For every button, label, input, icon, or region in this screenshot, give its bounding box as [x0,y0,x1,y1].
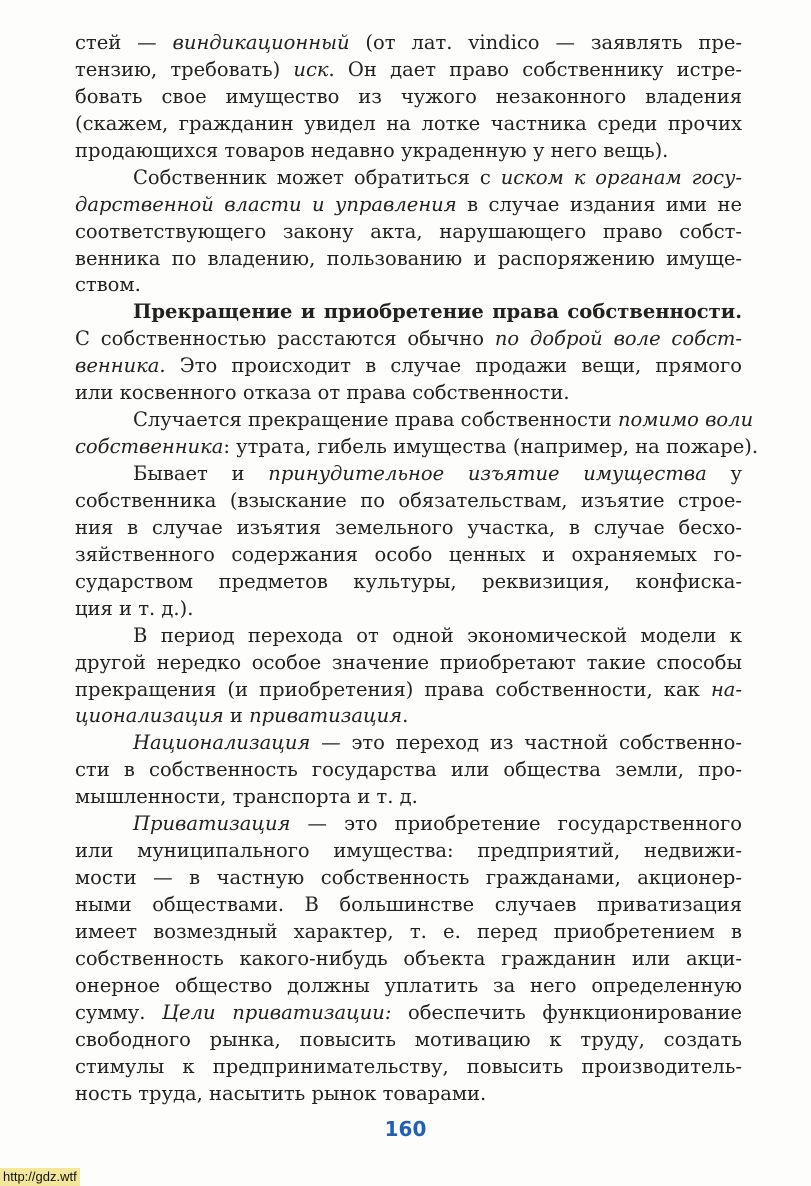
text-line [75,488,742,515]
text-line [75,919,742,946]
text-run: стимулы к предпринимательству, повысить производитель- [75,1054,742,1078]
text-run: прекращения (и приобретения) права собственности, как [75,677,711,701]
text-run: мышленности, транспорта и т. д. [75,785,418,809]
text-line [75,569,742,596]
text-run: или косвенного отказа от права собственности. [75,381,570,405]
text-line [75,138,742,165]
text-line [75,299,742,326]
italic-term: по доброй воле собст- [494,327,742,351]
text-run: имеет возмездный характер, т. е. перед приобретением в [75,919,742,943]
text-run: сумму. [75,1000,163,1024]
text-line [75,461,742,488]
text-run: тензию, требовать) [75,57,294,81]
text-run: стей — [75,31,173,54]
text-run: другой нередко особое значение приобретают такие способы [75,650,742,674]
text-line [75,434,759,461]
italic-term: приватизация [249,704,403,728]
text-run: зяйственного содержания особо ценных и охраняемых го- [75,542,742,566]
italic-term: Национализация [133,731,311,755]
text-line [75,730,742,757]
text-line [75,407,754,434]
text-line [75,757,742,784]
text-run: бовать свое имущество из чужого незаконного владения [75,84,742,108]
text-line [75,353,742,380]
text-line [75,219,742,246]
text-line [75,1054,742,1081]
text-line [75,703,742,730]
text-line [75,192,742,219]
text-run: венника по владению, пользованию и распоряжению имуще- [75,246,742,270]
text-line [75,946,742,973]
text-run: свободного рынка, повысить мотивацию к труду, создать [75,1027,742,1051]
text-run: онерное общество должны уплатить за него определенную [75,973,742,997]
italic-term: дарственной власти и управления [75,192,457,216]
section-heading: Прекращение и приобретение права собственности. [133,300,742,324]
text-line [75,865,742,892]
text-line [75,811,742,838]
text-line [75,650,742,677]
italic-term: венника. [75,354,166,378]
text-line [75,165,742,192]
text-run: и [223,704,250,728]
text-line [75,30,742,57]
text-line [75,1000,742,1027]
italic-term: ционализация [75,704,224,728]
text-run: ством. [75,273,141,297]
italic-term: принудительное изъятие имущества [268,462,707,485]
page-number: 160 [384,1117,427,1141]
text-line [75,246,742,273]
italic-term: помимо воли [617,408,754,432]
text-run: (от лат. vindico — заявлять пре- [349,31,742,54]
watermark-link[interactable]: http://gdz.wtf [0,1168,80,1186]
text-line [75,838,742,865]
text-run: ния в случае изъятия земельного участка, в случае бесхо- [75,515,742,539]
text-run: мости — в частную собственность гражданами, акционер- [75,866,742,890]
text-line [75,973,742,1000]
text-run: : утрата, гибель имущества (например, на пожаре). [223,435,759,459]
text-line [75,84,742,111]
text-run: собственность какого-нибудь объекта гражданин или акци- [75,946,742,970]
text-line [75,623,742,650]
text-line [75,272,742,299]
italic-term: иском к органам госу- [500,165,743,189]
text-run: ными обществами. В большинстве случаев приватизация [75,893,742,916]
text-run: В период перехода от одной экономической модели к [133,623,742,647]
text-line [75,111,742,138]
italic-term: виндикационный [172,31,350,54]
text-line [75,892,742,919]
page-body-text [75,30,759,1108]
text-run: ция и т. д.). [75,596,194,620]
text-run: С собственностью расстаются обычно [75,327,495,351]
text-run: сти в собственность государства или общества земли, про- [75,758,742,782]
italic-term: Цели приватизации: [162,1000,392,1024]
italic-term: Приватизация [133,812,291,836]
text-run: — это переход из частной собственно- [310,731,742,755]
text-line [75,1027,742,1054]
text-line [75,784,742,811]
text-run: — это приобретение государственного [290,812,742,836]
text-run: продающихся товаров недавно украденную у него вещь). [75,138,669,162]
text-run: обеспечить функционирование [391,1000,742,1024]
text-run: сударством предметов культуры, реквизиция, конфиска- [75,569,742,593]
text-line [75,515,742,542]
text-run: или муниципального имущества: предприятий, недвижи- [75,839,742,863]
text-run: у [706,462,743,485]
text-line [75,596,742,623]
text-line [75,677,742,704]
text-run: Бывает и [133,462,269,485]
text-run: . Он дает право собственнику истре- [328,57,742,81]
text-line [75,380,742,407]
text-run: (скажем, гражданин увидел на лотке частника среди прочих [75,111,742,135]
text-run: . [402,704,409,728]
text-run: собственника (взыскание по обязательствам, изъятие строе- [75,488,742,512]
text-run: Случается прекращение права собственности [133,408,618,432]
text-run: Это происходит в случае продажи вещи, прямого [165,354,742,378]
text-run: ность труда, насытить рынок товарами. [75,1081,487,1105]
italic-term: собственника [75,435,224,459]
italic-term: на- [710,677,742,701]
text-line [75,1081,742,1108]
text-run: соответствующего закону акта, нарушающего право собст- [75,219,742,243]
text-line [75,326,742,353]
text-line [75,57,742,84]
text-line [75,542,742,569]
text-run: Собственник может обратиться с [133,165,501,189]
text-run: в случае издания ими не [456,192,742,216]
italic-term: иск [293,57,329,81]
